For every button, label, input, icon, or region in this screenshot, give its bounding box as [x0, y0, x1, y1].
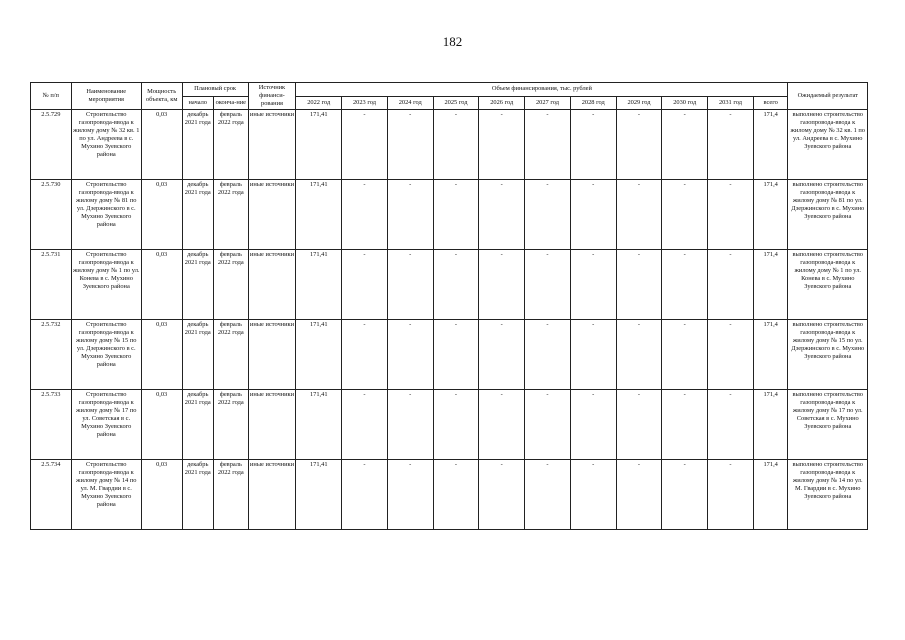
row-start: декабрь 2021 года — [182, 390, 214, 460]
row-name: Строительство газопровода-ввода к жилому дому № 15 по ул. Дзержинского в с. Мухино Зуевского района — [71, 320, 141, 390]
row-result: выполнено строительство газопровода-ввода к жилому дому № 81 по ул. Дзержинского в с. Мухино Зуевского района — [788, 180, 868, 250]
row-value: - — [342, 320, 388, 390]
row-value: - — [433, 250, 479, 320]
row-value: - — [479, 250, 525, 320]
table-row — [31, 460, 868, 530]
row-num: 2.5.734 — [31, 460, 72, 530]
row-value: - — [433, 180, 479, 250]
row-value: - — [387, 320, 433, 390]
header-total: всего — [753, 96, 788, 110]
table-row — [31, 180, 868, 250]
row-value: - — [479, 390, 525, 460]
table-header — [31, 83, 868, 110]
row-value: - — [616, 460, 662, 530]
table-row — [31, 250, 868, 320]
header-period-start: начало — [182, 96, 214, 110]
row-value: - — [479, 110, 525, 180]
table-row — [31, 390, 868, 460]
header-year: 2031 год — [708, 96, 754, 110]
row-num: 2.5.733 — [31, 390, 72, 460]
row-value: 171,41 — [296, 320, 342, 390]
table-body — [31, 110, 868, 530]
row-value: 171,41 — [296, 110, 342, 180]
row-power: 0,03 — [141, 320, 182, 390]
row-result: выполнено строительство газопровода-ввода к жилому дому № 17 по ул. Советская в с. Мухино Зуевского района — [788, 390, 868, 460]
row-value: - — [479, 180, 525, 250]
header-year: 2030 год — [662, 96, 708, 110]
row-value: - — [342, 460, 388, 530]
row-source: иные источники — [248, 250, 296, 320]
row-value: - — [570, 320, 616, 390]
row-total: 171,4 — [753, 460, 788, 530]
row-source: иные источники — [248, 460, 296, 530]
page-number: 182 — [442, 34, 463, 49]
row-value: - — [479, 320, 525, 390]
row-result: выполнено строительство газопровода-ввода к жилому дому № 1 по ул. Конева в с. Мухино Зуевского района — [788, 250, 868, 320]
row-value: - — [387, 390, 433, 460]
header-result: Ожидаемый результат — [788, 83, 868, 110]
row-value: - — [570, 180, 616, 250]
row-value: - — [387, 180, 433, 250]
row-total: 171,4 — [753, 110, 788, 180]
row-end: февраль 2022 года — [214, 460, 249, 530]
row-value: - — [342, 110, 388, 180]
row-value: - — [433, 320, 479, 390]
row-value: - — [662, 180, 708, 250]
row-power: 0,03 — [141, 460, 182, 530]
row-value: - — [525, 250, 571, 320]
header-power: Мощность объекта, км — [141, 83, 182, 110]
row-value: - — [616, 110, 662, 180]
row-value: 171,41 — [296, 180, 342, 250]
row-value: - — [616, 320, 662, 390]
row-value: - — [708, 250, 754, 320]
row-value: - — [708, 320, 754, 390]
row-power: 0,03 — [141, 250, 182, 320]
row-power: 0,03 — [141, 180, 182, 250]
row-value: - — [616, 250, 662, 320]
row-end: февраль 2022 года — [214, 250, 249, 320]
funding-table — [30, 82, 868, 530]
row-value: - — [525, 460, 571, 530]
row-value: - — [570, 390, 616, 460]
row-value: - — [662, 460, 708, 530]
row-source: иные источники — [248, 110, 296, 180]
row-start: декабрь 2021 года — [182, 250, 214, 320]
row-total: 171,4 — [753, 320, 788, 390]
row-value: - — [387, 460, 433, 530]
header-year: 2023 год — [342, 96, 388, 110]
row-end: февраль 2022 года — [214, 390, 249, 460]
row-value: - — [616, 180, 662, 250]
row-start: декабрь 2021 года — [182, 180, 214, 250]
row-end: февраль 2022 года — [214, 320, 249, 390]
header-year: 2027 год — [525, 96, 571, 110]
row-value: - — [662, 250, 708, 320]
row-value: 171,41 — [296, 390, 342, 460]
row-name: Строительство газопровода-ввода к жилому дому № 1 по ул. Конева в с. Мухино Зуевского района — [71, 250, 141, 320]
row-value: - — [662, 390, 708, 460]
row-value: - — [433, 460, 479, 530]
row-name: Строительство газопровода-ввода к жилому дому № 32 кв. 1 по ул. Андреева в с. Мухино Зуевского района — [71, 110, 141, 180]
row-value: - — [525, 180, 571, 250]
row-value: - — [479, 460, 525, 530]
header-year: 2029 год — [616, 96, 662, 110]
header-year: 2026 год — [479, 96, 525, 110]
row-value: - — [708, 390, 754, 460]
header-num: № п/п — [31, 83, 72, 110]
row-value: - — [570, 460, 616, 530]
row-start: декабрь 2021 года — [182, 110, 214, 180]
row-name: Строительство газопровода-ввода к жилому дому № 17 по ул. Советская в с. Мухино Зуевского района — [71, 390, 141, 460]
row-end: февраль 2022 года — [214, 180, 249, 250]
row-source: иные источники — [248, 390, 296, 460]
row-value: - — [525, 110, 571, 180]
row-end: февраль 2022 года — [214, 110, 249, 180]
row-value: - — [616, 390, 662, 460]
row-result: выполнено строительство газопровода-ввода к жилому дому № 32 кв. 1 по ул. Андреева в с. Мухино Зуевского района — [788, 110, 868, 180]
row-total: 171,4 — [753, 250, 788, 320]
row-name: Строительство газопровода-ввода к жилому дому № 14 по ул. М. Гвардии в с. Мухино Зуевского района — [71, 460, 141, 530]
row-value: - — [342, 180, 388, 250]
row-total: 171,4 — [753, 390, 788, 460]
row-result: выполнено строительство газопровода-ввода к жилому дому № 14 по ул. М. Гвардии в с. Мухино Зуевского района — [788, 460, 868, 530]
row-value: - — [525, 320, 571, 390]
header-source: Источник финанси-рования — [248, 83, 296, 110]
header-year: 2028 год — [570, 96, 616, 110]
row-power: 0,03 — [141, 390, 182, 460]
row-total: 171,4 — [753, 180, 788, 250]
row-num: 2.5.732 — [31, 320, 72, 390]
row-value: - — [708, 180, 754, 250]
row-value: - — [433, 390, 479, 460]
row-value: - — [525, 390, 571, 460]
row-start: декабрь 2021 года — [182, 320, 214, 390]
header-period-end: оконча-ние — [214, 96, 249, 110]
row-value: - — [433, 110, 479, 180]
row-value: - — [570, 250, 616, 320]
row-value: - — [387, 250, 433, 320]
row-source: иные источники — [248, 320, 296, 390]
row-num: 2.5.730 — [31, 180, 72, 250]
row-name: Строительство газопровода-ввода к жилому дому № 81 по ул. Дзержинского в с. Мухино Зуевского района — [71, 180, 141, 250]
row-source: иные источники — [248, 180, 296, 250]
header-year: 2025 год — [433, 96, 479, 110]
row-value: - — [662, 110, 708, 180]
header-year: 2022 год — [296, 96, 342, 110]
row-value: - — [570, 110, 616, 180]
header-name: Наименование мероприятия — [71, 83, 141, 110]
row-value: 171,41 — [296, 460, 342, 530]
row-value: - — [342, 390, 388, 460]
table-row — [31, 110, 868, 180]
header-funding: Объем финансирования, тыс. рублей — [296, 83, 788, 97]
row-num: 2.5.729 — [31, 110, 72, 180]
header-period: Плановый срок — [182, 83, 248, 97]
row-power: 0,03 — [141, 110, 182, 180]
row-value: - — [708, 110, 754, 180]
row-value: - — [708, 460, 754, 530]
row-value: - — [662, 320, 708, 390]
table-row — [31, 320, 868, 390]
row-result: выполнено строительство газопровода-ввода к жилому дому № 15 по ул. Дзержинского в с. Мухино Зуевского района — [788, 320, 868, 390]
row-value: - — [342, 250, 388, 320]
row-value: - — [387, 110, 433, 180]
row-start: декабрь 2021 года — [182, 460, 214, 530]
row-num: 2.5.731 — [31, 250, 72, 320]
row-value: 171,41 — [296, 250, 342, 320]
header-year: 2024 год — [387, 96, 433, 110]
